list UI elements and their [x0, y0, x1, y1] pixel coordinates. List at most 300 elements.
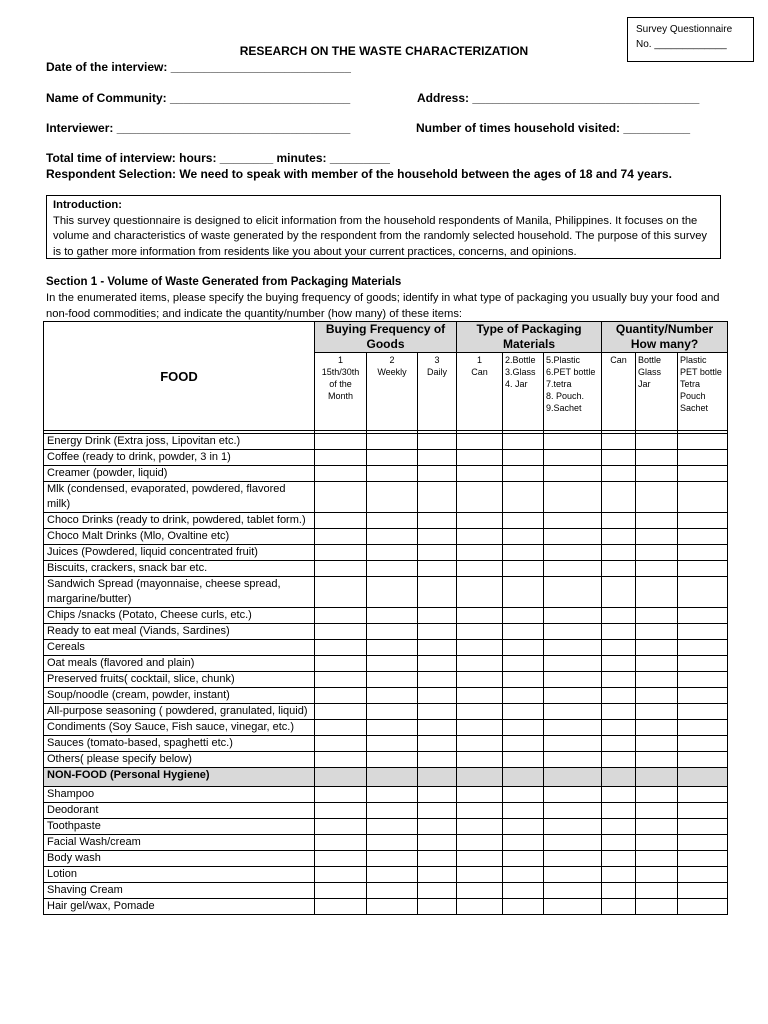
answer-cell[interactable] [602, 482, 636, 513]
interview-time-field[interactable]: Total time of interview: hours: ________ minutes: _________ [46, 151, 390, 165]
item-label: Condiments (Soy Sauce, Fish sauce, vinegar, etc.) [44, 720, 315, 736]
answer-cell[interactable] [418, 688, 457, 704]
answer-cell[interactable] [418, 434, 457, 450]
answer-cell[interactable] [457, 561, 503, 577]
community-field[interactable]: Name of Community: ___________________________ [46, 91, 351, 105]
answer-cell[interactable] [503, 672, 544, 688]
answer-cell[interactable] [315, 545, 367, 561]
subheader-cell: 1 Can [457, 353, 503, 431]
table-row [44, 867, 728, 883]
food-column-header: FOOD [44, 322, 315, 431]
answer-cell[interactable] [418, 736, 457, 752]
table-row [44, 851, 728, 867]
answer-cell[interactable] [457, 787, 503, 803]
answer-cell[interactable] [544, 752, 602, 768]
subheader-cell: 2.Bottle 3.Glass 4. Jar [503, 353, 544, 431]
answer-cell[interactable] [367, 704, 418, 720]
answer-cell[interactable] [457, 736, 503, 752]
answer-cell[interactable] [503, 466, 544, 482]
answer-cell[interactable] [503, 867, 544, 883]
answer-cell[interactable] [636, 434, 678, 450]
answer-cell[interactable] [418, 529, 457, 545]
answer-cell[interactable] [678, 688, 728, 704]
answer-cell[interactable] [678, 867, 728, 883]
answer-cell[interactable] [544, 787, 602, 803]
quantity-header: Quantity/Number How many? [602, 322, 728, 353]
answer-cell[interactable] [678, 640, 728, 656]
answer-cell[interactable] [315, 752, 367, 768]
answer-cell[interactable] [418, 608, 457, 624]
table-row [44, 624, 728, 640]
answer-cell[interactable] [678, 851, 728, 867]
answer-cell[interactable] [678, 513, 728, 529]
answer-cell[interactable] [315, 640, 367, 656]
answer-cell[interactable] [636, 545, 678, 561]
answer-cell[interactable] [367, 819, 418, 835]
answer-cell[interactable] [457, 672, 503, 688]
nonfood-header-cell [457, 768, 503, 787]
item-label: Choco Drinks (ready to drink, powdered, tablet form.) [44, 513, 315, 529]
answer-cell[interactable] [678, 803, 728, 819]
nonfood-header-cell [678, 768, 728, 787]
answer-cell[interactable] [367, 561, 418, 577]
answer-cell[interactable] [367, 688, 418, 704]
answer-cell[interactable] [678, 608, 728, 624]
answer-cell[interactable] [678, 624, 728, 640]
answer-cell[interactable] [367, 577, 418, 608]
answer-cell[interactable] [457, 752, 503, 768]
answer-cell[interactable] [315, 851, 367, 867]
answer-cell[interactable] [602, 867, 636, 883]
answer-cell[interactable] [503, 851, 544, 867]
answer-cell[interactable] [602, 545, 636, 561]
answer-cell[interactable] [457, 624, 503, 640]
answer-cell[interactable] [315, 704, 367, 720]
answer-cell[interactable] [678, 883, 728, 899]
answer-cell[interactable] [602, 624, 636, 640]
answer-cell[interactable] [636, 513, 678, 529]
answer-cell[interactable] [544, 466, 602, 482]
answer-cell[interactable] [418, 899, 457, 915]
answer-cell[interactable] [544, 720, 602, 736]
answer-cell[interactable] [602, 561, 636, 577]
subheader-cell: Can [602, 353, 636, 431]
answer-cell[interactable] [457, 450, 503, 466]
answer-cell[interactable] [418, 883, 457, 899]
answer-cell[interactable] [418, 752, 457, 768]
answer-cell[interactable] [457, 883, 503, 899]
answer-cell[interactable] [315, 803, 367, 819]
answer-cell[interactable] [315, 672, 367, 688]
answer-cell[interactable] [678, 545, 728, 561]
answer-cell[interactable] [636, 736, 678, 752]
answer-cell[interactable] [503, 736, 544, 752]
answer-cell[interactable] [418, 466, 457, 482]
answer-cell[interactable] [602, 883, 636, 899]
answer-cell[interactable] [418, 867, 457, 883]
answer-cell[interactable] [678, 434, 728, 450]
answer-cell[interactable] [544, 883, 602, 899]
answer-cell[interactable] [418, 561, 457, 577]
answer-cell[interactable] [315, 736, 367, 752]
answer-cell[interactable] [678, 561, 728, 577]
answer-cell[interactable] [678, 752, 728, 768]
table-row [44, 577, 728, 608]
answer-cell[interactable] [678, 466, 728, 482]
answer-cell[interactable] [678, 529, 728, 545]
answer-cell[interactable] [678, 835, 728, 851]
answer-cell[interactable] [602, 851, 636, 867]
answer-cell[interactable] [418, 851, 457, 867]
subheader-cell: 3 Daily [418, 353, 457, 431]
answer-cell[interactable] [315, 608, 367, 624]
subheader-cell: 2 Weekly [367, 353, 418, 431]
answer-cell[interactable] [503, 640, 544, 656]
answer-cell[interactable] [636, 867, 678, 883]
answer-cell[interactable] [418, 656, 457, 672]
answer-cell[interactable] [418, 819, 457, 835]
answer-cell[interactable] [636, 704, 678, 720]
answer-cell[interactable] [503, 899, 544, 915]
answer-cell[interactable] [503, 835, 544, 851]
answer-cell[interactable] [367, 787, 418, 803]
answer-cell[interactable] [503, 883, 544, 899]
answer-cell[interactable] [457, 466, 503, 482]
answer-cell[interactable] [315, 561, 367, 577]
answer-cell[interactable] [367, 450, 418, 466]
table-row [44, 513, 728, 529]
interviewer-field[interactable]: Interviewer: ___________________________________ [46, 121, 351, 135]
answer-cell[interactable] [678, 577, 728, 608]
item-label: Lotion [44, 867, 315, 883]
answer-cell[interactable] [315, 656, 367, 672]
answer-cell[interactable] [602, 466, 636, 482]
table-row [44, 640, 728, 656]
answer-cell[interactable] [636, 640, 678, 656]
answer-cell[interactable] [457, 577, 503, 608]
item-label: Facial Wash/cream [44, 835, 315, 851]
section-description: In the enumerated items, please specify the buying frequency of goods; identify in what type of packaging you usually buy your food and non-food commodities; and indicate the quantity/number (how many) of these items: [46, 292, 720, 320]
answer-cell[interactable] [503, 752, 544, 768]
answer-cell[interactable] [315, 513, 367, 529]
answer-cell[interactable] [636, 688, 678, 704]
answer-cell[interactable] [544, 529, 602, 545]
answer-cell[interactable] [367, 803, 418, 819]
answer-cell[interactable] [503, 688, 544, 704]
answer-cell[interactable] [544, 736, 602, 752]
answer-cell[interactable] [457, 656, 503, 672]
answer-cell[interactable] [602, 752, 636, 768]
answer-cell[interactable] [544, 434, 602, 450]
table-row [44, 883, 728, 899]
answer-cell[interactable] [457, 688, 503, 704]
answer-cell[interactable] [367, 867, 418, 883]
answer-cell[interactable] [367, 899, 418, 915]
answer-cell[interactable] [503, 450, 544, 466]
answer-cell[interactable] [544, 640, 602, 656]
item-label: Ready to eat meal (Viands, Sardines) [44, 624, 315, 640]
answer-cell[interactable] [636, 624, 678, 640]
item-label: Others( please specify below) [44, 752, 315, 768]
answer-cell[interactable] [602, 720, 636, 736]
nonfood-header-cell [315, 768, 367, 787]
answer-cell[interactable] [367, 672, 418, 688]
answer-cell[interactable] [457, 851, 503, 867]
item-label: Shaving Cream [44, 883, 315, 899]
answer-cell[interactable] [457, 803, 503, 819]
answer-cell[interactable] [457, 835, 503, 851]
answer-cell[interactable] [544, 482, 602, 513]
answer-cell[interactable] [367, 835, 418, 851]
answer-cell[interactable] [636, 851, 678, 867]
answer-cell[interactable] [602, 704, 636, 720]
answer-cell[interactable] [457, 545, 503, 561]
table-row [44, 466, 728, 482]
document-title: RESEARCH ON THE WASTE CHARACTERIZATION [239, 44, 529, 58]
answer-cell[interactable] [315, 434, 367, 450]
answer-cell[interactable] [503, 561, 544, 577]
answer-cell[interactable] [315, 624, 367, 640]
answer-cell[interactable] [544, 624, 602, 640]
survey-box-label: Survey Questionnaire [636, 24, 733, 35]
answer-cell[interactable] [636, 787, 678, 803]
table-row [44, 736, 728, 752]
answer-cell[interactable] [544, 835, 602, 851]
answer-cell[interactable] [678, 787, 728, 803]
answer-cell[interactable] [367, 624, 418, 640]
answer-cell[interactable] [602, 835, 636, 851]
answer-cell[interactable] [367, 545, 418, 561]
answer-cell[interactable] [367, 720, 418, 736]
buying-frequency-header: Buying Frequency of Goods [315, 322, 457, 353]
answer-cell[interactable] [418, 482, 457, 513]
answer-cell[interactable] [315, 450, 367, 466]
answer-cell[interactable] [602, 450, 636, 466]
answer-cell[interactable] [636, 656, 678, 672]
answer-cell[interactable] [367, 466, 418, 482]
answer-cell[interactable] [457, 513, 503, 529]
answer-cell[interactable] [636, 720, 678, 736]
answer-cell[interactable] [544, 450, 602, 466]
answer-cell[interactable] [367, 434, 418, 450]
item-label: Energy Drink (Extra joss, Lipovitan etc.) [44, 434, 315, 450]
answer-cell[interactable] [315, 529, 367, 545]
answer-cell[interactable] [367, 513, 418, 529]
answer-cell[interactable] [418, 577, 457, 608]
answer-cell[interactable] [367, 851, 418, 867]
answer-cell[interactable] [678, 656, 728, 672]
introduction-box [46, 195, 721, 259]
answer-cell[interactable] [457, 867, 503, 883]
item-label: All-purpose seasoning ( powdered, granulated, liquid) [44, 704, 315, 720]
answer-cell[interactable] [636, 482, 678, 513]
answer-cell[interactable] [315, 835, 367, 851]
table-row [44, 608, 728, 624]
answer-cell[interactable] [602, 803, 636, 819]
answer-cell[interactable] [315, 577, 367, 608]
answer-cell[interactable] [544, 803, 602, 819]
answer-cell[interactable] [544, 577, 602, 608]
answer-cell[interactable] [636, 672, 678, 688]
answer-cell[interactable] [678, 672, 728, 688]
answer-cell[interactable] [602, 672, 636, 688]
table-row [44, 688, 728, 704]
answer-cell[interactable] [503, 819, 544, 835]
answer-cell[interactable] [367, 482, 418, 513]
answer-cell[interactable] [678, 819, 728, 835]
answer-cell[interactable] [503, 787, 544, 803]
item-label: Oat meals (flavored and plain) [44, 656, 315, 672]
answer-cell[interactable] [544, 819, 602, 835]
answer-cell[interactable] [457, 640, 503, 656]
answer-cell[interactable] [544, 851, 602, 867]
answer-cell[interactable] [457, 704, 503, 720]
answer-cell[interactable] [636, 561, 678, 577]
answer-cell[interactable] [636, 608, 678, 624]
answer-cell[interactable] [503, 608, 544, 624]
answer-cell[interactable] [544, 561, 602, 577]
answer-cell[interactable] [315, 720, 367, 736]
item-label: Cereals [44, 640, 315, 656]
answer-cell[interactable] [602, 688, 636, 704]
answer-cell[interactable] [636, 899, 678, 915]
answer-cell[interactable] [636, 835, 678, 851]
answer-cell[interactable] [678, 736, 728, 752]
answer-cell[interactable] [503, 577, 544, 608]
answer-cell[interactable] [678, 720, 728, 736]
answer-cell[interactable] [418, 545, 457, 561]
answer-cell[interactable] [457, 482, 503, 513]
answer-cell[interactable] [315, 482, 367, 513]
answer-cell[interactable] [367, 736, 418, 752]
answer-cell[interactable] [367, 883, 418, 899]
answer-cell[interactable] [503, 482, 544, 513]
answer-cell[interactable] [367, 608, 418, 624]
answer-cell[interactable] [503, 513, 544, 529]
nonfood-header-cell [367, 768, 418, 787]
answer-cell[interactable] [636, 803, 678, 819]
answer-cell[interactable] [315, 899, 367, 915]
answer-cell[interactable] [367, 752, 418, 768]
answer-cell[interactable] [418, 787, 457, 803]
answer-cell[interactable] [367, 529, 418, 545]
answer-cell[interactable] [418, 450, 457, 466]
interview-date-field[interactable]: Date of the interview: ___________________________ [46, 60, 351, 74]
answer-cell[interactable] [544, 656, 602, 672]
answer-cell[interactable] [636, 883, 678, 899]
nonfood-header-cell [544, 768, 602, 787]
answer-cell[interactable] [503, 720, 544, 736]
answer-cell[interactable] [367, 640, 418, 656]
answer-cell[interactable] [418, 720, 457, 736]
answer-cell[interactable] [457, 720, 503, 736]
answer-cell[interactable] [457, 819, 503, 835]
packaging-type-header: Type of Packaging Materials [457, 322, 602, 353]
answer-cell[interactable] [315, 867, 367, 883]
answer-cell[interactable] [503, 434, 544, 450]
answer-cell[interactable] [602, 787, 636, 803]
answer-cell[interactable] [544, 704, 602, 720]
answer-cell[interactable] [315, 466, 367, 482]
survey-number-field[interactable]: No. _____________ [636, 39, 727, 50]
answer-cell[interactable] [457, 608, 503, 624]
answer-cell[interactable] [315, 883, 367, 899]
answer-cell[interactable] [678, 704, 728, 720]
visits-field[interactable]: Number of times household visited: __________ [416, 121, 691, 135]
item-label: Body wash [44, 851, 315, 867]
answer-cell[interactable] [602, 899, 636, 915]
answer-cell[interactable] [418, 640, 457, 656]
answer-cell[interactable] [503, 704, 544, 720]
answer-cell[interactable] [602, 656, 636, 672]
subheader-cell: 5.Plastic 6.PET bottle 7.tetra 8. Pouch. 9.Sachet [544, 353, 602, 431]
answer-cell[interactable] [315, 688, 367, 704]
answer-cell[interactable] [544, 688, 602, 704]
answer-cell[interactable] [678, 450, 728, 466]
answer-cell[interactable] [602, 513, 636, 529]
answer-cell[interactable] [602, 608, 636, 624]
answer-cell[interactable] [503, 656, 544, 672]
table-row [44, 482, 728, 513]
address-field[interactable]: Address: __________________________________ [417, 91, 700, 105]
answer-cell[interactable] [602, 434, 636, 450]
answer-cell[interactable] [636, 752, 678, 768]
answer-cell[interactable] [636, 529, 678, 545]
answer-cell[interactable] [418, 672, 457, 688]
answer-cell[interactable] [544, 608, 602, 624]
answer-cell[interactable] [544, 899, 602, 915]
nonfood-header-row [44, 768, 728, 787]
answer-cell[interactable] [636, 819, 678, 835]
answer-cell[interactable] [602, 819, 636, 835]
answer-cell[interactable] [544, 867, 602, 883]
answer-cell[interactable] [418, 704, 457, 720]
answer-cell[interactable] [602, 529, 636, 545]
item-label: Preserved fruits( cocktail, slice, chunk) [44, 672, 315, 688]
answer-cell[interactable] [602, 640, 636, 656]
answer-cell[interactable] [636, 577, 678, 608]
answer-cell[interactable] [315, 787, 367, 803]
table-row [44, 787, 728, 803]
answer-cell[interactable] [602, 736, 636, 752]
answer-cell[interactable] [678, 899, 728, 915]
answer-cell[interactable] [544, 672, 602, 688]
table-row [44, 752, 728, 768]
answer-cell[interactable] [367, 656, 418, 672]
answer-cell[interactable] [678, 482, 728, 513]
answer-cell[interactable] [503, 529, 544, 545]
answer-cell[interactable] [636, 466, 678, 482]
table-row [44, 803, 728, 819]
answer-cell[interactable] [503, 803, 544, 819]
answer-cell[interactable] [602, 577, 636, 608]
answer-cell[interactable] [503, 545, 544, 561]
answer-cell[interactable] [503, 624, 544, 640]
answer-cell[interactable] [418, 624, 457, 640]
answer-cell[interactable] [418, 835, 457, 851]
packaging-table [43, 321, 728, 915]
answer-cell[interactable] [418, 513, 457, 529]
answer-cell[interactable] [418, 803, 457, 819]
answer-cell[interactable] [457, 529, 503, 545]
answer-cell[interactable] [544, 513, 602, 529]
answer-cell[interactable] [457, 434, 503, 450]
answer-cell[interactable] [544, 545, 602, 561]
answer-cell[interactable] [315, 819, 367, 835]
answer-cell[interactable] [636, 450, 678, 466]
answer-cell[interactable] [457, 899, 503, 915]
table-row [44, 899, 728, 915]
